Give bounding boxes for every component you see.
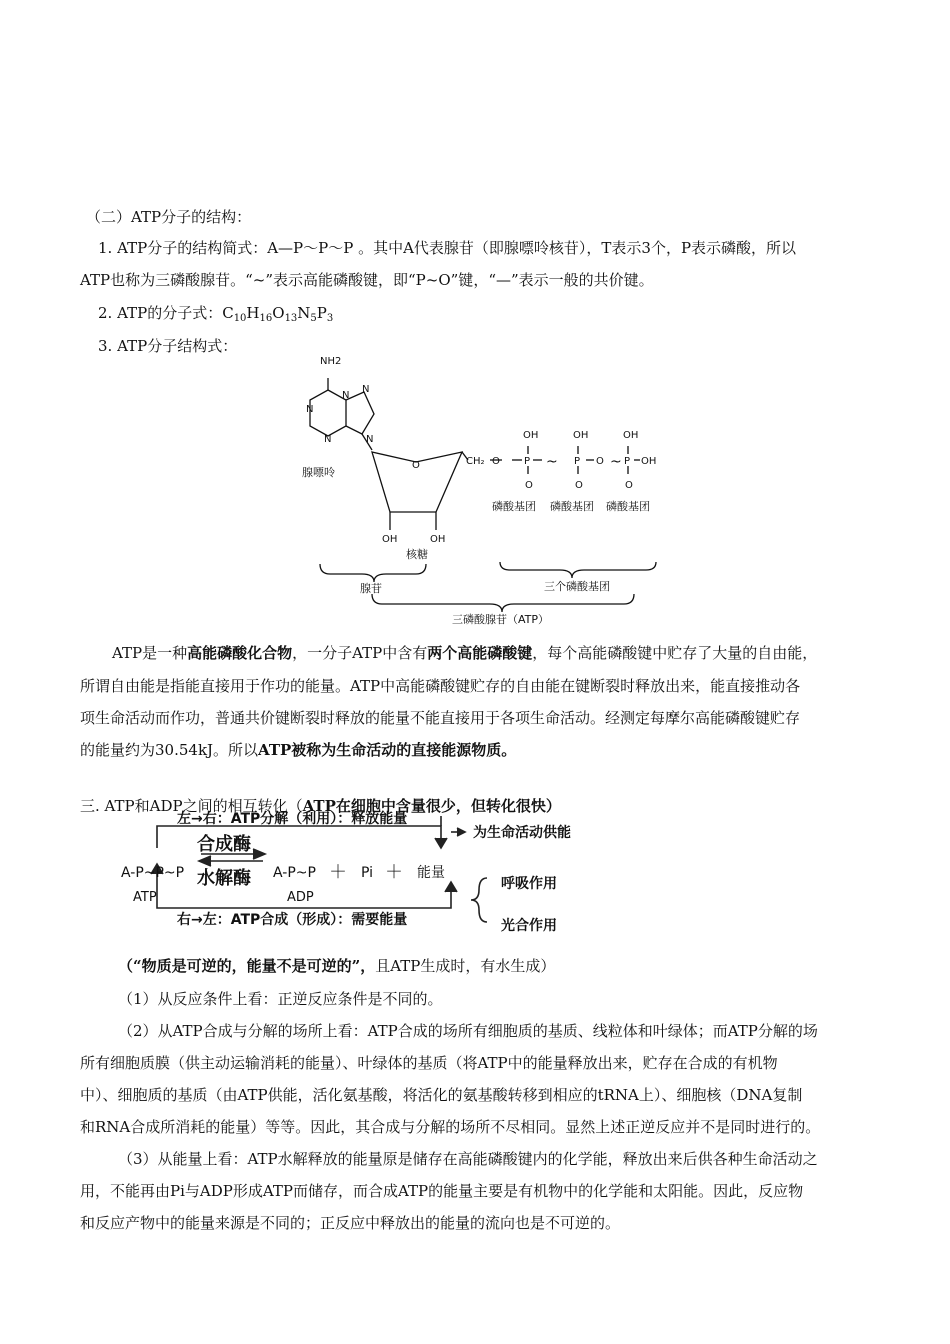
svg-text:O: O [492, 456, 500, 467]
note3-line1: （3）从能量上看：ATP水解释放的能量原是储存在高能磷酸键内的化学能，释放出来后供各种生命活动之 [118, 1150, 818, 1168]
para1-line4: 的能量约为30.54kJ。所以ATP被称为生命活动的直接能源物质。 [80, 741, 517, 759]
svg-text:OH: OH [641, 456, 657, 467]
ch2-label: CH₂ [466, 456, 485, 467]
note2-line1: （2）从ATP合成与分解的场所上看：ATP合成的场所有细胞质的基质、线粒体和叶绿体；而ATP分解的场 [118, 1022, 818, 1040]
svg-text:N: N [342, 390, 350, 401]
section-heading-atp-adp: 三. ATP和ADP之间的相互转化（ATP在细胞中含量很少，但转化很快） [80, 797, 561, 815]
note2-line2: 所有细胞质膜（供主动运输消耗的能量）、叶绿体的基质（将ATP中的能量释放出来，贮存在合成的有机物 [80, 1054, 778, 1072]
note2-line4: 和RNA合成所消耗的能量）等等。因此，其合成与分解的场所不尽相同。显然上述正逆反应并不是同时进行的。 [80, 1118, 821, 1136]
three-phosphates-label: 三个磷酸基团 [544, 580, 610, 593]
adenine-label: 腺嘌呤 [302, 466, 335, 479]
item1-line2: ATP也称为三磷酸腺苷。“~”表示高能磷酸键，即“P~O”键，“—”表示一般的共价键。 [80, 271, 654, 289]
svg-text:N: N [306, 404, 314, 415]
item2-molecular-formula [98, 303, 333, 323]
phosphate-group-label: 磷酸基团 [606, 500, 650, 513]
svg-text:O: O [525, 480, 533, 491]
item2-prefix: 2. ATP的分子式： [98, 304, 223, 322]
hydrolase-label: 水解酶 [197, 868, 251, 889]
note1: （1）从反应条件上看：正逆反应条件是不同的。 [118, 990, 443, 1008]
atp-structure-diagram [290, 350, 670, 630]
svg-text:P: P [574, 456, 581, 467]
svg-text:＋: ＋ [329, 862, 347, 883]
photosynthesis-label: 光合作用 [501, 918, 557, 934]
atp-adp-cycle-diagram [115, 808, 595, 940]
ring-oxygen: O [412, 460, 420, 471]
pi-label: Pi [361, 865, 374, 881]
svg-text:~: ~ [610, 454, 622, 470]
svg-text:OH: OH [573, 430, 589, 441]
note3-line2: 用，不能再由Pi与ADP形成ATP而储存，而合成ATP的能量主要是有机物中的化学能和太阳能。因此，反应物 [80, 1182, 804, 1200]
adenosine-label: 腺苷 [360, 582, 382, 595]
formula: $C_{10}H_{16}O_{13}N_5P_3$ [222, 304, 334, 324]
para1-line1: ATP是一种高能磷酸化合物，一分子ATP中含有两个高能磷酸键，每个高能磷酸键中贮存了大量的自由能， [112, 644, 818, 662]
phosphate-group-label: 磷酸基团 [492, 500, 536, 513]
cycle-top-label: 左→右：ATP分解（利用）：释放能量 [177, 811, 408, 827]
svg-text:O: O [575, 480, 583, 491]
item1-line1: 1. ATP分子的结构简式：A—P～P～P 。其中A代表腺苷（即腺嘌呤核苷），T表示3个，P表示磷酸，所以 [98, 239, 797, 257]
item3-structural-formula: 3. ATP分子结构式： [98, 337, 238, 355]
synthase-label: 合成酶 [197, 834, 251, 855]
phosphate-group-label: 磷酸基团 [550, 500, 594, 513]
para1-line3: 项生命活动而作功，普通共价键断裂时释放的能量不能直接用于各项生命活动。经测定每摩尔高能磷酸键贮存 [80, 709, 801, 727]
note2-line3: 中）、细胞质的基质（由ATP供能，活化氨基酸，将活化的氨基酸转移到相应的tRNA上）、细胞核（DNA复制 [80, 1086, 803, 1104]
svg-text:＋: ＋ [385, 862, 403, 883]
adp-label: ADP [287, 890, 314, 905]
svg-text:O: O [596, 456, 604, 467]
supply-label: 为生命活动供能 [473, 825, 571, 841]
svg-text:N: N [362, 384, 370, 395]
svg-text:P: P [524, 456, 531, 467]
atp-formula: A-P~P~P [121, 865, 185, 881]
section-heading-atp-structure: （二）ATP分子的结构： [86, 208, 252, 226]
reversible-note: （“物质是可逆的，能量不是可逆的”，且ATP生成时，有水生成） [118, 957, 556, 975]
svg-text:N: N [324, 434, 332, 445]
adp-formula: A-P~P [273, 865, 316, 881]
para1-line2: 所谓自由能是指能直接用于作功的能量。ATP中高能磷酸键贮存的自由能在键断裂时释放出来，能直接推动各 [80, 677, 801, 695]
note3-line3: 和反应产物中的能量来源是不同的；正反应中释放出的能量的流向也是不可逆的。 [80, 1214, 621, 1232]
svg-text:N: N [366, 434, 374, 445]
respiration-label: 呼吸作用 [501, 876, 557, 892]
svg-text:OH: OH [382, 534, 398, 545]
nh2-label: NH2 [320, 356, 342, 367]
svg-text:O: O [625, 480, 633, 491]
atp-full-name-label: 三磷酸腺苷（ATP） [452, 613, 550, 626]
atp-label: ATP [133, 890, 157, 905]
svg-text:OH: OH [623, 430, 639, 441]
svg-text:OH: OH [523, 430, 539, 441]
energy-label: 能量 [417, 865, 445, 881]
svg-text:P: P [624, 456, 631, 467]
svg-text:OH: OH [430, 534, 446, 545]
ribose-label: 核糖 [406, 548, 428, 561]
cycle-bottom-label: 右→左：ATP合成（形成）：需要能量 [177, 912, 408, 928]
svg-text:~: ~ [546, 454, 558, 470]
